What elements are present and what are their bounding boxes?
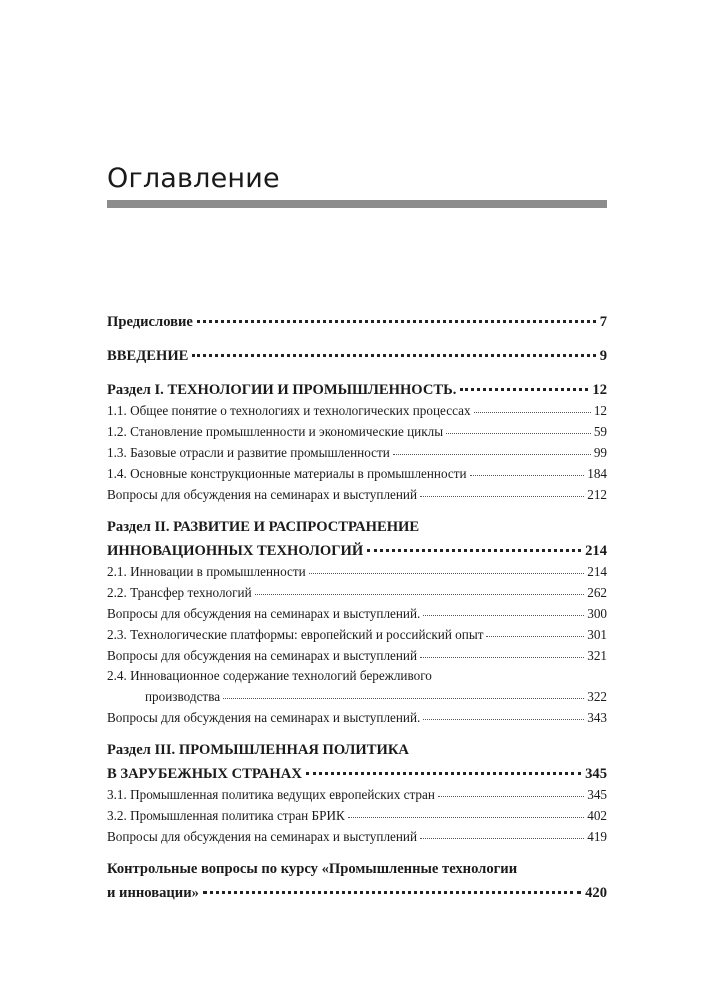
toc-entry-section-1[interactable] (107, 378, 607, 402)
toc-entry-label: 3.2. Промышленная политика стран БРИК (107, 807, 345, 823)
toc-entry-page: 402 (587, 807, 607, 823)
toc-entry-questions-2b[interactable] (107, 647, 607, 668)
toc-entry-page: 12 (592, 382, 607, 399)
leader-dots (460, 375, 588, 391)
leader-dots (474, 400, 591, 413)
toc-entry-2-3[interactable] (107, 626, 607, 647)
table-of-contents (107, 310, 607, 905)
leader-dots (255, 582, 585, 595)
toc-entry-introduction[interactable] (107, 344, 607, 368)
leader-dots (197, 307, 596, 323)
title-rule (107, 200, 607, 208)
toc-entry-label: 2.3. Технологические платформы: европейский и российский опыт (107, 626, 484, 642)
leader-dots (192, 341, 595, 357)
toc-entry-page: 343 (587, 709, 607, 725)
toc-entry-label: 1.3. Базовые отрасли и развитие промышленности (107, 444, 390, 460)
toc-entry-page: 321 (587, 647, 607, 663)
toc-entry-label: ВВЕДЕНИЕ (107, 348, 189, 365)
toc-entry-page: 345 (587, 786, 607, 802)
toc-entry-page: 301 (587, 626, 607, 642)
leader-dots (423, 603, 584, 616)
toc-entry-1-1[interactable] (107, 402, 607, 423)
toc-entry-label: 2.2. Трансфер технологий (107, 584, 252, 600)
toc-entry-label: ИННОВАЦИОННЫХ ТЕХНОЛОГИЙ (107, 543, 364, 560)
toc-entry-label: Раздел I. ТЕХНОЛОГИИ И ПРОМЫШЛЕННОСТЬ. (107, 382, 457, 399)
leader-dots (486, 624, 584, 637)
leader-dots (223, 686, 584, 699)
toc-entry-questions-2c[interactable] (107, 709, 607, 730)
leader-dots (367, 536, 581, 552)
toc-entry-label: 1.2. Становление промышленности и экономические циклы (107, 423, 444, 439)
toc-entry-page: 420 (585, 885, 607, 902)
toc-entry-label: 2.1. Инновации в промышленности (107, 563, 306, 579)
toc-entry-label: Вопросы для обсуждения на семинарах и выступлений (107, 486, 418, 502)
leader-dots (438, 784, 584, 797)
toc-entry-label: В ЗАРУБЕЖНЫХ СТРАНАХ (107, 766, 302, 783)
toc-entry-label: 1.1. Общее понятие о технологиях и технологических процессах (107, 402, 471, 418)
toc-entry-questions-2a[interactable] (107, 605, 607, 626)
toc-entry-3-2[interactable] (107, 807, 607, 828)
toc-entry-label: и инновации» (107, 885, 199, 902)
toc-entry-label: 1.4. Основные конструкционные материалы в промышленности (107, 465, 467, 481)
toc-entry-page: 214 (587, 563, 607, 579)
toc-entry-page: 9 (599, 348, 607, 365)
toc-entry-label: Предисловие (107, 314, 193, 331)
toc-entry-1-4[interactable] (107, 465, 607, 486)
leader-dots (203, 878, 581, 894)
toc-entry-page: 262 (587, 584, 607, 600)
leader-dots (420, 645, 584, 658)
leader-dots (306, 759, 581, 775)
leader-dots (393, 442, 591, 455)
toc-entry-questions-1[interactable] (107, 486, 607, 507)
toc-entry-3-1[interactable] (107, 786, 607, 807)
toc-entry-label: Вопросы для обсуждения на семинарах и выступлений (107, 647, 418, 663)
toc-entry-page: 300 (587, 605, 607, 621)
toc-entry-control-questions-line1[interactable]: Контрольные вопросы по курсу «Промышленные технологии (107, 861, 518, 877)
toc-entry-control-questions[interactable] (107, 881, 607, 905)
toc-entry-section-3[interactable] (107, 762, 607, 786)
toc-entry-page: 212 (587, 486, 607, 502)
leader-dots (420, 484, 584, 497)
page-title: Оглавление (107, 163, 280, 194)
leader-dots (446, 421, 591, 434)
toc-entry-page: 184 (587, 465, 607, 481)
toc-entry-1-3[interactable] (107, 444, 607, 465)
leader-dots (348, 805, 584, 818)
toc-entry-page: 345 (585, 766, 607, 783)
toc-entry-preface[interactable] (107, 310, 607, 334)
toc-entry-label: Вопросы для обсуждения на семинарах и выступлений. (107, 709, 421, 725)
toc-entry-2-4[interactable] (107, 688, 607, 709)
toc-entry-page: 214 (585, 543, 607, 560)
toc-entry-page: 419 (587, 828, 607, 844)
toc-entry-page: 12 (593, 402, 607, 418)
toc-entry-questions-3[interactable] (107, 828, 607, 849)
toc-entry-page: 322 (587, 688, 607, 704)
toc-entry-label: 3.1. Промышленная политика ведущих европейских стран (107, 786, 435, 802)
leader-dots (423, 707, 584, 720)
leader-dots (309, 561, 585, 574)
toc-entry-1-2[interactable] (107, 423, 607, 444)
toc-entry-page: 59 (593, 423, 607, 439)
toc-entry-label: производства (145, 688, 221, 704)
toc-entry-section-3-line1[interactable]: Раздел III. ПРОМЫШЛЕННАЯ ПОЛИТИКА (107, 742, 409, 758)
leader-dots (470, 463, 585, 476)
toc-entry-page: 99 (593, 444, 607, 460)
toc-entry-2-2[interactable] (107, 584, 607, 605)
toc-entry-2-1[interactable] (107, 563, 607, 584)
toc-entry-label: Вопросы для обсуждения на семинарах и выступлений (107, 828, 418, 844)
toc-entry-2-4-line1[interactable]: 2.4. Инновационное содержание технологий бережливого (107, 668, 432, 683)
toc-entry-page: 7 (599, 314, 607, 331)
toc-entry-label: Вопросы для обсуждения на семинарах и выступлений. (107, 605, 421, 621)
toc-entry-section-2[interactable] (107, 539, 607, 563)
leader-dots (420, 826, 584, 839)
toc-entry-section-2-line1[interactable]: Раздел II. РАЗВИТИЕ И РАСПРОСТРАНЕНИЕ (107, 519, 420, 535)
